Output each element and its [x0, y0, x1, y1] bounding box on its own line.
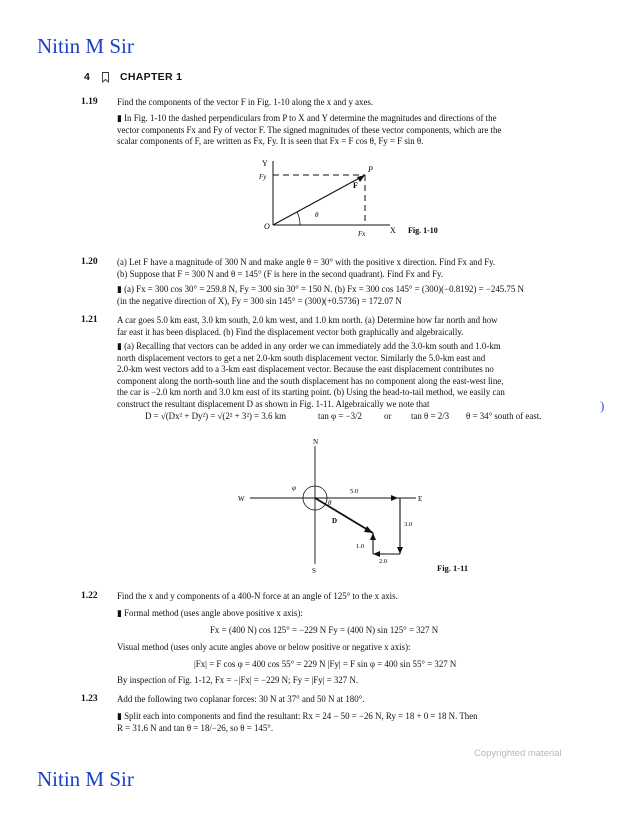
chapter-title: CHAPTER 1 [120, 71, 183, 83]
problem-number: 1.21 [81, 315, 98, 325]
problem-question: Add the following two coplanar forces: 30 N at 37° and 50 N at 180°. [117, 694, 365, 704]
solution-equation: Fx = (400 N) cos 125° = −229 N Fy = (400 N) sin 125° = 327 N [210, 625, 439, 635]
fig10-label-fx: Fx [358, 230, 366, 238]
question-line: A car goes 5.0 km east, 3.0 km south, 2.0 km west, and 1.0 km north. (a) Determine how far north and how [117, 315, 498, 325]
solution-line: ▮ In Fig. 1-10 the dashed perpendiculars from P to X and Y determine the magnitudes and directions of the [117, 113, 497, 123]
problem-solution [117, 711, 557, 734]
copyright-notice: Copyrighted material [474, 748, 562, 759]
solution-line: R = 31.6 N and tan θ = 18/−26, so θ = 145°. [117, 722, 274, 733]
question-line: (a) Let F have a magnitude of 300 N and make angle θ = 30° with the positive x direction. Find Fx and Fy. [117, 257, 496, 267]
fig11-label-theta: θ [328, 499, 332, 507]
solution-line: ▮ (a) Recalling that vectors can be added in any order we can immediately add the 3.0-km south and 1.0-km [117, 341, 501, 351]
solution-line: ▮ (a) Fx = 300 cos 30° = 259.8 N, Fy = 300 sin 30° = 150 N. (b) Fx = 300 cos 145° = (300)(−0.8192) = −245.75 N [117, 284, 524, 294]
problem-question [117, 315, 557, 338]
watermark-top: Nitin M Sir [37, 34, 134, 58]
problem-number: 1.23 [81, 694, 98, 704]
fig11-label-1: 1.0 [356, 543, 365, 550]
solution-line: scalar components of F, are written as Fx, Fy. It is seen that Fx = F cos θ, Fy = F sin θ. [117, 136, 424, 147]
fig11-label-w: W [238, 495, 245, 503]
problem-question: Find the x and y components of a 400-N force at an angle of 125° to the x axis. [117, 591, 398, 601]
solution-line: ▮ Split each into components and find the resultant: Rx = 24 − 50 = −26 N, Ry = 18 + 0 = 18 N. Then [117, 711, 478, 721]
solution-line: the car is −2.0 km north and 3.0 km east of its starting point. (b) Using the head-to-tail method, we easily can [117, 387, 505, 398]
side-mark: ) [600, 398, 605, 413]
fig11-label-2: 2.0 [379, 558, 388, 565]
problem-number: 1.22 [81, 591, 98, 601]
fig11-label-phi: φ [292, 484, 296, 492]
watermark-bottom: Nitin M Sir [37, 767, 134, 791]
problem-question [117, 257, 557, 280]
fig11-label-s: S [312, 567, 316, 575]
fig10-label-theta: θ [315, 211, 319, 219]
fig11-caption: Fig. 1-11 [437, 563, 469, 573]
figure-1-11 [228, 436, 478, 576]
solution-line: (in the negative direction of X), Fy = 300 sin 145° = (300)(+0.5736) = 172.07 N [117, 295, 402, 306]
problem-solution [117, 284, 557, 307]
equation-tantheta: tan θ = 2/3 [411, 411, 450, 421]
fig11-label-e: E [418, 495, 423, 503]
solution-line: north displacement vectors to get a net 2.0-km south displacement vector. Similarly the 5.0-km east and [117, 352, 486, 363]
fig10-label-y: Y [262, 159, 268, 168]
page-number: 4 [84, 71, 91, 83]
problem-number: 1.20 [81, 257, 98, 267]
equation-theta: θ = 34° south of east. [466, 411, 542, 421]
solution-line: component along the north-south line and the south displacement has no component along the east-west line, [117, 375, 504, 386]
fig10-label-p: P [368, 165, 373, 174]
fig10-label-x: X [390, 226, 396, 235]
question-line: (b) Suppose that F = 300 N and θ = 145° (F is here in the second quadrant). Find Fx and Fy. [117, 268, 444, 279]
fig10-caption: Fig. 1-10 [408, 226, 438, 235]
fig11-label-d: D [332, 517, 338, 525]
equation-d: D = √(Dx² + Dy²) = √(2² + 3²) = 3.6 km [145, 411, 287, 421]
solution-line: vector components Fx and Fy of vector F. The signed magnitudes of these vector components, which are the [117, 124, 502, 135]
question-line: far east it has been displaced. (b) Find the displacement vector both graphically and algebraically. [117, 326, 464, 337]
fig11-label-3: 3.0 [404, 521, 413, 528]
solution-equation: |Fx| = F cos φ = 400 cos 55° = 229 N |Fy| = F sin φ = 400 sin 55° = 327 N [194, 659, 457, 669]
figure-1-10 [240, 155, 460, 245]
problem-solution [117, 113, 557, 148]
fig10-label-o: O [264, 222, 270, 231]
fig10-label-f: F [353, 181, 358, 190]
equation-or: or [384, 411, 392, 421]
fig10-label-fy: Fy [259, 173, 267, 181]
problem-question: Find the components of the vector F in Fig. 1-10 along the x and y axes. [117, 97, 374, 107]
solution-line: 2.0-km west vectors add to a 3-km east displacement vector. Because the east displacement contributes no [117, 364, 494, 375]
problem-solution [117, 341, 562, 411]
solution-line: Visual method (uses only acute angles above or below positive or negative x axis): [117, 642, 411, 652]
bookmark-icon[interactable] [102, 70, 109, 81]
fig11-label-5: 5.0 [350, 488, 359, 495]
solution-line: ▮ Formal method (uses angle above positive x axis): [117, 608, 303, 618]
problem-number: 1.19 [81, 97, 98, 107]
equation-tanphi: tan φ = −3/2 [318, 411, 362, 421]
solution-line: By inspection of Fig. 1-12, Fx = −|Fx| = −229 N; Fy = |Fy| = 327 N. [117, 675, 359, 685]
solution-line: construct the resultant displacement D as shown in Fig. 1-11. Algebraically we note that [117, 398, 430, 409]
fig11-label-n: N [313, 438, 319, 446]
